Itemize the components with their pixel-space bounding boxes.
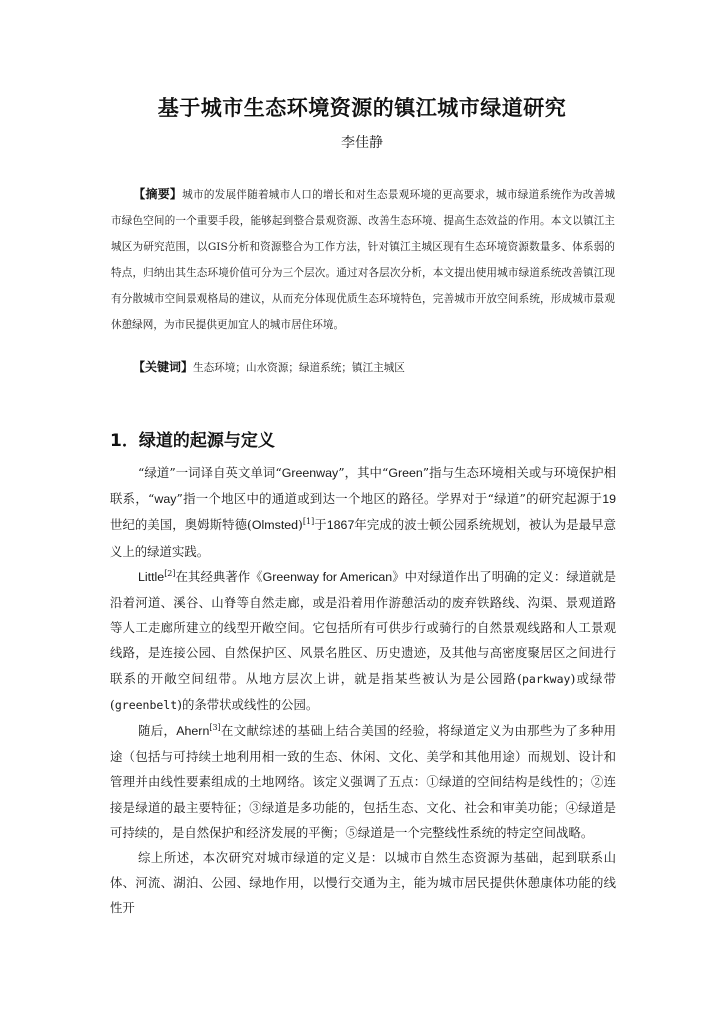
abstract-text: 城市的发展伴随着城市人口的增长和对生态景观环境的更高要求，城市绿道系统作为改善城市绿色空间的一个重要手段，能够起到整合景观资源、改善生态环境、提高生态效益的作用。本文以镇江主城区为研究范围，以GIS分析和资源整合为工作方法，针对镇江主城区现有生态环境资源数量多、体系弱的特点，归纳出其生态环境价值可分为三个层次。通过对各层次分析，本文提出使用城市绿道系统改善镇江现有分散城市空间景观格局的建议，从而充分体现优质生态环境特色，完善城市开放空间系统，形成城市景观休憩绿网，为市民提供更加宜人的城市居住环境。 bbox=[111, 189, 615, 331]
paragraph-2 bbox=[110, 564, 616, 718]
keywords-text: 生态环境；山水资源；绿道系统；镇江主城区 bbox=[193, 362, 405, 374]
p2-text-a: 在其经典著作《 bbox=[175, 568, 263, 584]
paragraph-3 bbox=[110, 718, 616, 845]
p1-text-f: ) bbox=[298, 517, 303, 533]
p1-text-g: 于 bbox=[314, 517, 327, 533]
keywords-label: 【关键词】 bbox=[133, 360, 194, 374]
p3-text-b: 在文献综述的基础上结合美国的经验，将绿道定义为由那些为了多种用途（包括与可持续土地利用相一致的生态、休闲、文化、美学和其他用途）而规划、设计和管理并由线性要素组成的土地网络。该定义强调了五点：①绿道的空间结构是线性的；②连接是绿道的最主要特征；③绿道是多功能的，包括生态、文化、社会和审美功能；④绿道是可持续的，是自然保护和经济发展的平衡；⑤绿道是一个完整线性系统的特定空间战略。 bbox=[110, 723, 617, 840]
reference-1: [1] bbox=[302, 517, 315, 527]
p2-book-title: Greenway for American bbox=[262, 569, 393, 584]
p1-text-d: ”指一个地区中的通道或到达一个地区的路径。学界对于“绿道”的研究起源于 bbox=[176, 491, 603, 507]
reference-2: [2] bbox=[164, 568, 176, 578]
abstract-label: 【摘要】 bbox=[133, 187, 183, 201]
p2-text-c: )或绿带( bbox=[110, 670, 616, 712]
p2-term-parkway: parkway bbox=[521, 671, 571, 686]
paragraph-1 bbox=[110, 460, 616, 564]
reference-3: [3] bbox=[209, 723, 221, 733]
p1-term-green: Green bbox=[388, 466, 423, 480]
section-1-heading: 1．绿道的起源与定义 bbox=[110, 431, 275, 451]
keywords-block bbox=[111, 354, 615, 381]
abstract-block bbox=[111, 181, 615, 338]
p2-term-greenbelt: greenbelt bbox=[114, 697, 178, 712]
p1-text-c: ”指与生态环境相关或与环境保护相联系，“ bbox=[110, 465, 616, 507]
p1-text-h: 年完成的波士顿公园系统规划，被认为是最早意义上的绿道实践。 bbox=[110, 517, 617, 559]
author-name: 李佳静 bbox=[341, 135, 383, 151]
p4-text: 综上所述，本次研究对城市绿道的定义是：以城市自然生态资源为基础，起到联系山体、河流、湖泊、公园、绿地作用，以慢行交通为主，能为城市居民提供休憩康体功能的线性开 bbox=[110, 850, 616, 916]
p3-text-a: 随后， bbox=[138, 723, 177, 739]
p1-text-e: 世纪的美国，奥姆斯特德( bbox=[110, 517, 252, 533]
p1-name-olmsted: Olmsted bbox=[251, 518, 299, 533]
p2-name-little: Little bbox=[138, 569, 165, 584]
p1-text-b: ”，其中“ bbox=[338, 465, 389, 480]
p1-year: 1867 bbox=[326, 518, 355, 533]
section-1-body bbox=[110, 460, 616, 921]
p1-century: 19 bbox=[602, 492, 616, 507]
p2-text-d: )的条带状或线性的公园。 bbox=[177, 696, 319, 712]
p1-text-a: “绿道”一词译自英文单词“ bbox=[138, 465, 282, 480]
p1-term-way: way bbox=[154, 492, 177, 507]
p2-text-b: 》中对绿道作出了明确的定义：绿道就是沿着河道、溪谷、山脊等自然走廊，或是沿着用作游憩活动的废弃铁路线、沟渠、景观道路等人工走廊所建立的线型开敞空间。它包括所有可供步行或骑行的自然景观线路和人工景观线路，是连接公园、自然保护区、风景名胜区、历史遗迹，及其他与高密度聚居区之间进行联系的开敞空间纽带。从地方层次上讲，就是指某些被认为是公园路( bbox=[110, 568, 617, 686]
p1-term-greenway: Greenway bbox=[281, 466, 339, 480]
p3-name-ahern: Ahern bbox=[176, 724, 210, 739]
paragraph-4 bbox=[110, 845, 616, 921]
paper-title: 基于城市生态环境资源的镇江城市绿道研究 bbox=[157, 96, 567, 120]
